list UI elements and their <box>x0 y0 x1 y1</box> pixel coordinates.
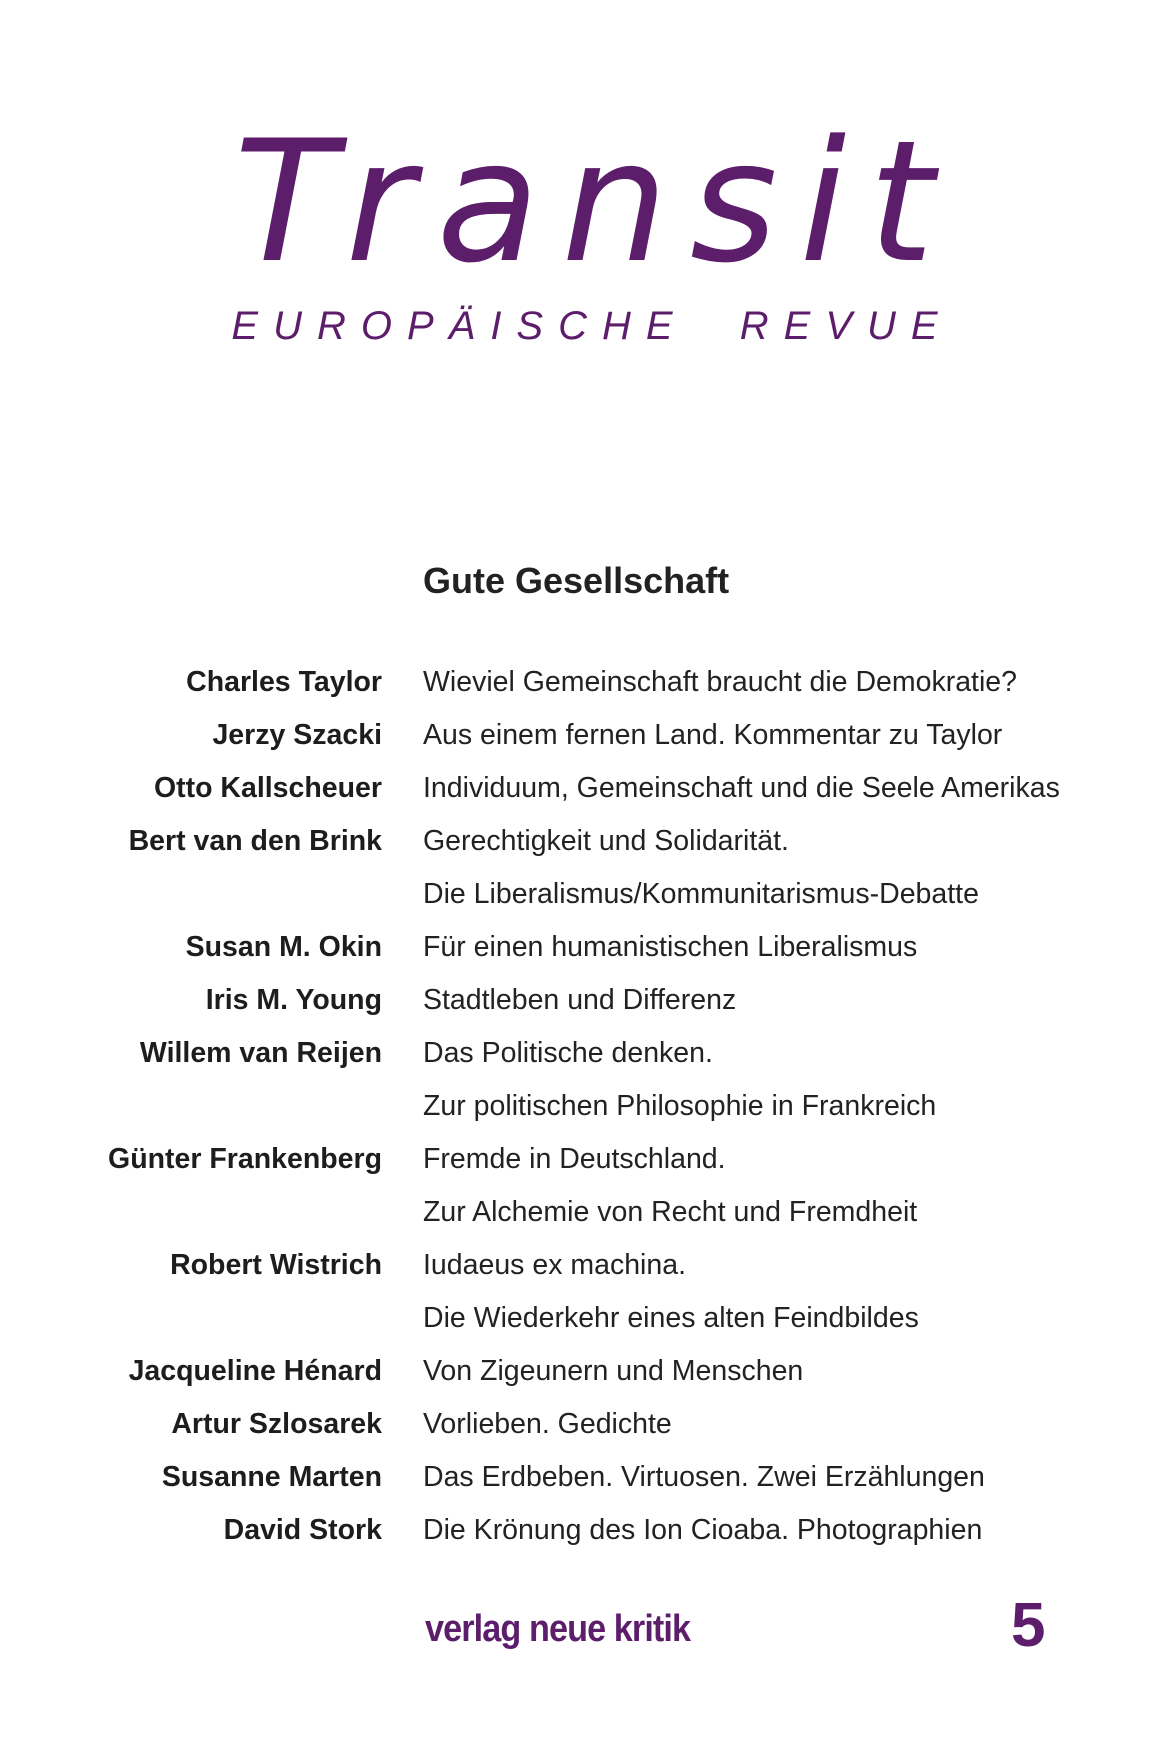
toc-title: Das Erdbeben. Virtuosen. Zwei Erzählungen <box>423 1461 985 1493</box>
toc-title: Wieviel Gemeinschaft braucht die Demokratie? <box>423 666 1018 698</box>
toc-row <box>0 719 1154 772</box>
toc-row <box>0 772 1154 825</box>
toc-title: Zur politischen Philosophie in Frankreich <box>423 1090 937 1122</box>
toc-author: Willem van Reijen <box>139 1037 382 1069</box>
toc-title: Aus einem fernen Land. Kommentar zu Taylor <box>423 719 1003 751</box>
toc-title: Die Liberalismus/Kommunitarismus-Debatte <box>423 878 979 910</box>
toc-author: David Stork <box>223 1514 382 1546</box>
toc-title: Fremde in Deutschland. <box>423 1143 726 1175</box>
table-of-contents <box>0 666 1154 1567</box>
journal-logo: Transit <box>233 104 957 300</box>
toc-author: Otto Kallscheuer <box>153 772 382 804</box>
toc-row <box>0 666 1154 719</box>
toc-title: Das Politische denken. <box>423 1037 713 1069</box>
masthead <box>0 104 1154 349</box>
toc-row <box>0 1249 1154 1302</box>
toc-row <box>0 878 1154 931</box>
toc-row <box>0 1461 1154 1514</box>
toc-title: Zur Alchemie von Recht und Fremdheit <box>423 1196 918 1228</box>
toc-row <box>0 1143 1154 1196</box>
toc-title: Die Wiederkehr eines alten Feindbildes <box>423 1302 919 1334</box>
journal-subtitle: EUROPÄISCHE REVUE <box>231 304 953 348</box>
toc-author: Charles Taylor <box>186 666 382 698</box>
publisher-name: verlag neue kritik <box>425 1608 691 1650</box>
toc-row <box>0 1196 1154 1249</box>
toc-title: Für einen humanistischen Liberalismus <box>423 931 918 963</box>
toc-row <box>0 1302 1154 1355</box>
toc-title: Vorlieben. Gedichte <box>423 1408 672 1440</box>
toc-author: Günter Frankenberg <box>108 1143 382 1175</box>
toc-title: Iudaeus ex machina. <box>423 1249 686 1281</box>
toc-title: Die Krönung des Ion Cioaba. Photographien <box>423 1514 983 1546</box>
toc-row <box>0 1514 1154 1567</box>
toc-title: Individuum, Gemeinschaft und die Seele Amerikas <box>423 772 1060 804</box>
toc-author: Jacqueline Hénard <box>128 1355 382 1387</box>
toc-row <box>0 1037 1154 1090</box>
toc-author: Bert van den Brink <box>128 825 382 857</box>
toc-author: Jerzy Szacki <box>212 719 382 751</box>
toc-row <box>0 1408 1154 1461</box>
toc-title: Stadtleben und Differenz <box>423 984 737 1016</box>
toc-author: Susan M. Okin <box>185 931 382 963</box>
toc-author: Robert Wistrich <box>170 1249 382 1281</box>
toc-row <box>0 1355 1154 1408</box>
toc-row <box>0 984 1154 1037</box>
toc-row <box>0 825 1154 878</box>
toc-title: Von Zigeunern und Menschen <box>423 1355 804 1387</box>
toc-author: Susanne Marten <box>161 1461 382 1493</box>
issue-number: 5 <box>1011 1591 1046 1660</box>
toc-author: Artur Szlosarek <box>171 1408 382 1440</box>
toc-title: Gerechtigkeit und Solidarität. <box>423 825 789 857</box>
toc-row <box>0 1090 1154 1143</box>
issue-title: Gute Gesellschaft <box>423 560 730 601</box>
toc-author: Iris M. Young <box>205 984 382 1016</box>
toc-row <box>0 931 1154 984</box>
